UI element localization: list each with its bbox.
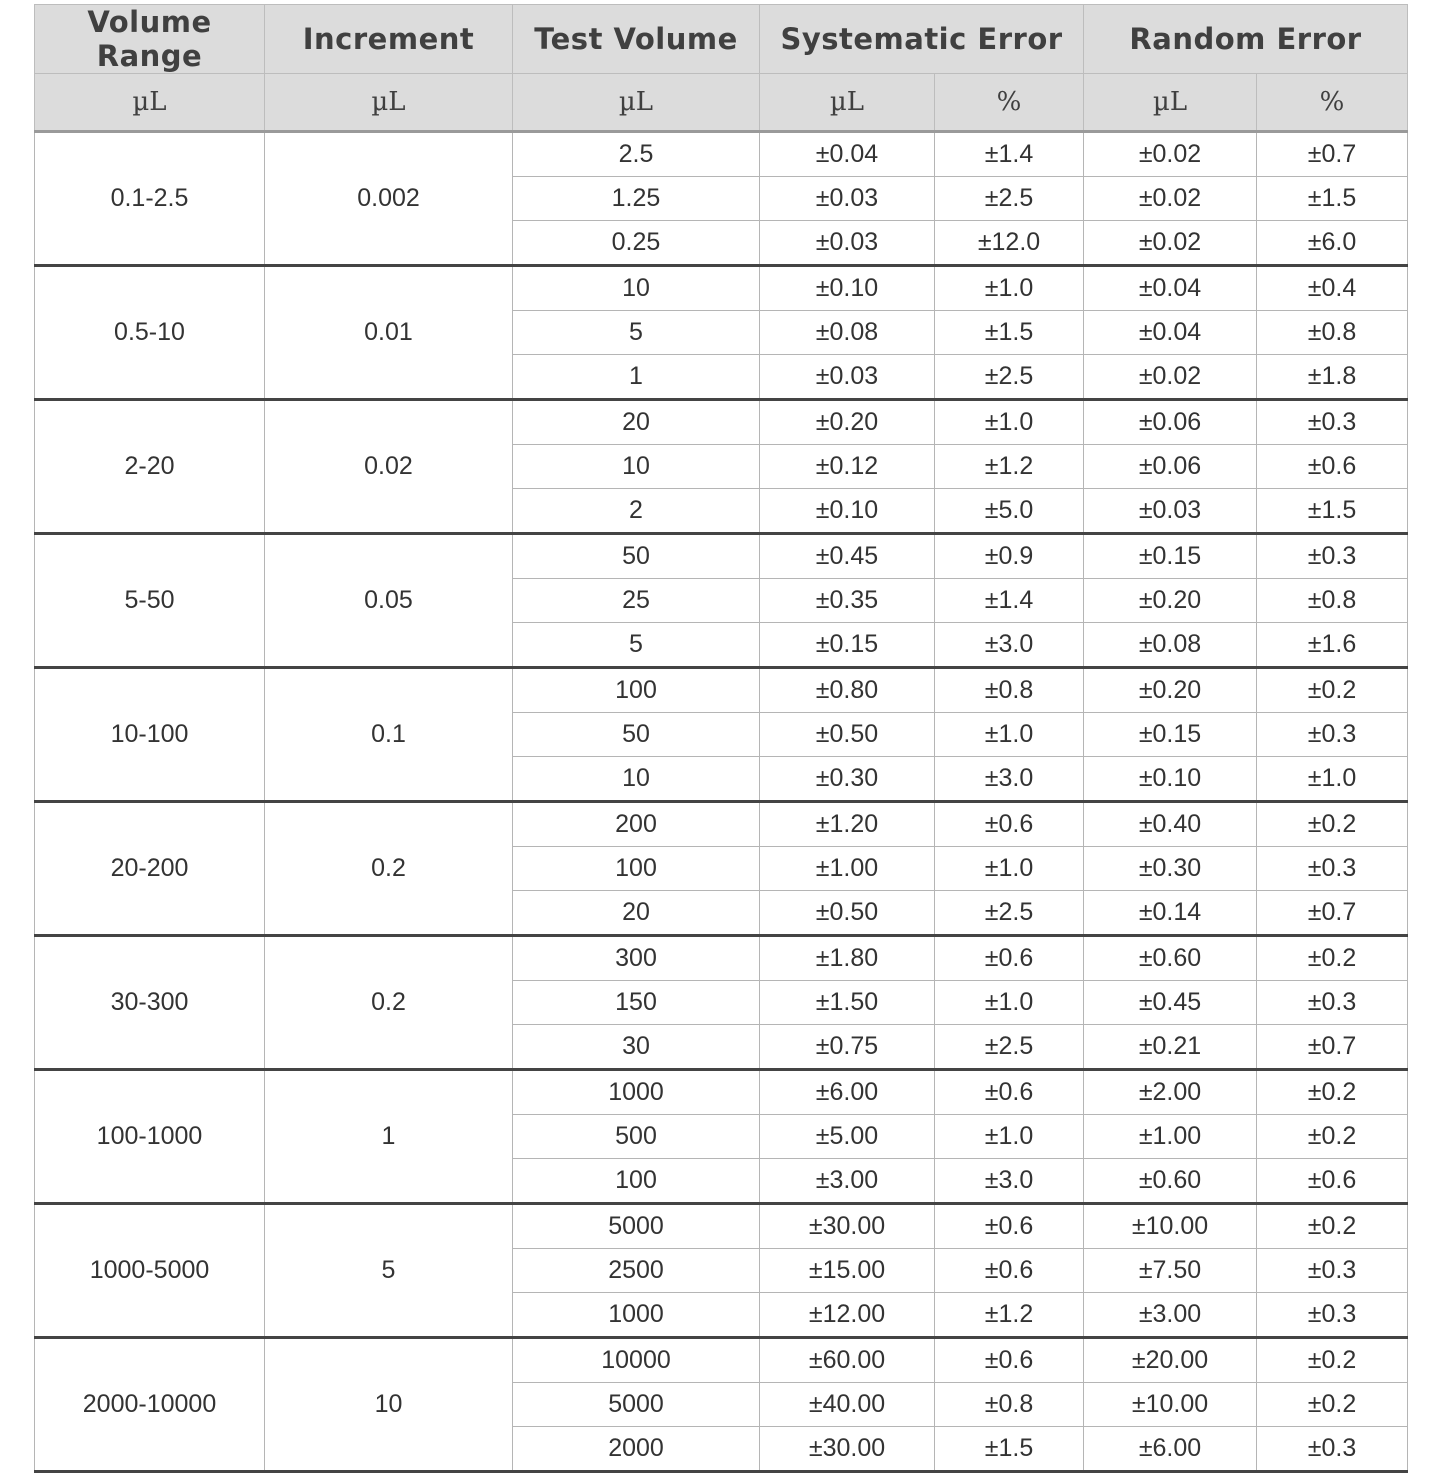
random-error-pct-cell: ±1.8 bbox=[1257, 355, 1408, 400]
random-error-pct-cell: ±0.6 bbox=[1257, 445, 1408, 489]
increment-cell: 10 bbox=[265, 1338, 513, 1472]
random-error-pct-cell: ±1.0 bbox=[1257, 757, 1408, 802]
systematic-error-pct-cell: ±0.6 bbox=[935, 1204, 1084, 1249]
systematic-error-ul-cell: ±0.80 bbox=[760, 668, 935, 713]
random-error-ul-cell: ±3.00 bbox=[1084, 1293, 1257, 1338]
systematic-error-pct-cell: ±1.0 bbox=[935, 981, 1084, 1025]
test-volume-cell: 500 bbox=[513, 1115, 760, 1159]
random-error-pct-cell: ±0.2 bbox=[1257, 1338, 1408, 1383]
test-volume-cell: 100 bbox=[513, 668, 760, 713]
random-error-ul-cell: ±20.00 bbox=[1084, 1338, 1257, 1383]
increment-cell: 0.1 bbox=[265, 668, 513, 802]
header-random-error: Random Error bbox=[1084, 5, 1408, 74]
systematic-error-pct-cell: ±2.5 bbox=[935, 355, 1084, 400]
test-volume-cell: 300 bbox=[513, 936, 760, 981]
systematic-error-pct-cell: ±2.5 bbox=[935, 891, 1084, 936]
systematic-error-ul-cell: ±0.04 bbox=[760, 132, 935, 177]
test-volume-cell: 20 bbox=[513, 400, 760, 445]
systematic-error-pct-cell: ±1.2 bbox=[935, 445, 1084, 489]
systematic-error-ul-cell: ±5.00 bbox=[760, 1115, 935, 1159]
test-volume-cell: 0.25 bbox=[513, 221, 760, 266]
test-volume-cell: 20 bbox=[513, 891, 760, 936]
random-error-pct-cell: ±0.7 bbox=[1257, 1025, 1408, 1070]
random-error-ul-cell: ±0.04 bbox=[1084, 266, 1257, 311]
test-volume-cell: 200 bbox=[513, 802, 760, 847]
volume-range-cell: 30-300 bbox=[35, 936, 265, 1070]
systematic-error-pct-cell: ±0.6 bbox=[935, 1249, 1084, 1293]
random-error-ul-cell: ±0.45 bbox=[1084, 981, 1257, 1025]
random-error-ul-cell: ±0.08 bbox=[1084, 623, 1257, 668]
random-error-pct-cell: ±0.2 bbox=[1257, 668, 1408, 713]
random-error-ul-cell: ±0.60 bbox=[1084, 936, 1257, 981]
volume-range-cell: 2000-10000 bbox=[35, 1338, 265, 1472]
test-volume-cell: 2.5 bbox=[513, 132, 760, 177]
systematic-error-pct-cell: ±0.6 bbox=[935, 1070, 1084, 1115]
systematic-error-pct-cell: ±0.8 bbox=[935, 1383, 1084, 1427]
random-error-pct-cell: ±1.5 bbox=[1257, 177, 1408, 221]
systematic-error-pct-cell: ±1.0 bbox=[935, 713, 1084, 757]
random-error-pct-cell: ±0.3 bbox=[1257, 1293, 1408, 1338]
header-test-volume: Test Volume bbox=[513, 5, 760, 74]
systematic-error-ul-cell: ±0.12 bbox=[760, 445, 935, 489]
increment-cell: 0.2 bbox=[265, 936, 513, 1070]
random-error-ul-cell: ±0.02 bbox=[1084, 177, 1257, 221]
systematic-error-ul-cell: ±0.20 bbox=[760, 400, 935, 445]
systematic-error-ul-cell: ±30.00 bbox=[760, 1204, 935, 1249]
test-volume-cell: 5 bbox=[513, 623, 760, 668]
random-error-pct-cell: ±0.7 bbox=[1257, 132, 1408, 177]
systematic-error-ul-cell: ±1.00 bbox=[760, 847, 935, 891]
systematic-error-pct-cell: ±1.0 bbox=[935, 266, 1084, 311]
systematic-error-ul-cell: ±30.00 bbox=[760, 1427, 935, 1472]
systematic-error-pct-cell: ±1.2 bbox=[935, 1293, 1084, 1338]
random-error-ul-cell: ±0.20 bbox=[1084, 668, 1257, 713]
test-volume-cell: 30 bbox=[513, 1025, 760, 1070]
systematic-error-ul-cell: ±0.15 bbox=[760, 623, 935, 668]
systematic-error-ul-cell: ±60.00 bbox=[760, 1338, 935, 1383]
random-error-pct-cell: ±0.8 bbox=[1257, 579, 1408, 623]
random-error-pct-cell: ±0.3 bbox=[1257, 400, 1408, 445]
test-volume-cell: 1.25 bbox=[513, 177, 760, 221]
test-volume-cell: 1 bbox=[513, 355, 760, 400]
systematic-error-ul-cell: ±0.45 bbox=[760, 534, 935, 579]
systematic-error-pct-cell: ±3.0 bbox=[935, 757, 1084, 802]
random-error-ul-cell: ±0.30 bbox=[1084, 847, 1257, 891]
random-error-ul-cell: ±0.60 bbox=[1084, 1159, 1257, 1204]
random-error-pct-cell: ±0.2 bbox=[1257, 936, 1408, 981]
random-error-pct-cell: ±0.4 bbox=[1257, 266, 1408, 311]
table-row bbox=[35, 936, 1408, 981]
increment-cell: 0.002 bbox=[265, 132, 513, 266]
test-volume-cell: 5 bbox=[513, 311, 760, 355]
systematic-error-ul-cell: ±12.00 bbox=[760, 1293, 935, 1338]
test-volume-cell: 5000 bbox=[513, 1383, 760, 1427]
header-systematic-error: Systematic Error bbox=[760, 5, 1084, 74]
test-volume-cell: 10 bbox=[513, 266, 760, 311]
volume-range-cell: 2-20 bbox=[35, 400, 265, 534]
volume-range-cell: 20-200 bbox=[35, 802, 265, 936]
test-volume-cell: 150 bbox=[513, 981, 760, 1025]
systematic-error-pct-cell: ±1.5 bbox=[935, 1427, 1084, 1472]
systematic-error-pct-cell: ±1.4 bbox=[935, 579, 1084, 623]
systematic-error-ul-cell: ±1.80 bbox=[760, 936, 935, 981]
systematic-error-pct-cell: ±1.4 bbox=[935, 132, 1084, 177]
volume-range-cell: 5-50 bbox=[35, 534, 265, 668]
systematic-error-ul-cell: ±3.00 bbox=[760, 1159, 935, 1204]
volume-range-cell: 0.1-2.5 bbox=[35, 132, 265, 266]
random-error-pct-cell: ±0.2 bbox=[1257, 1115, 1408, 1159]
random-error-ul-cell: ±0.15 bbox=[1084, 713, 1257, 757]
systematic-error-ul-cell: ±40.00 bbox=[760, 1383, 935, 1427]
increment-cell: 5 bbox=[265, 1204, 513, 1338]
test-volume-cell: 1000 bbox=[513, 1070, 760, 1115]
random-error-pct-cell: ±0.3 bbox=[1257, 1427, 1408, 1472]
systematic-error-pct-cell: ±0.6 bbox=[935, 1338, 1084, 1383]
systematic-error-pct-cell: ±5.0 bbox=[935, 489, 1084, 534]
test-volume-cell: 100 bbox=[513, 847, 760, 891]
random-error-pct-cell: ±0.2 bbox=[1257, 1070, 1408, 1115]
test-volume-cell: 2000 bbox=[513, 1427, 760, 1472]
table-row bbox=[35, 266, 1408, 311]
systematic-error-ul-cell: ±0.50 bbox=[760, 713, 935, 757]
systematic-error-ul-cell: ±0.03 bbox=[760, 355, 935, 400]
systematic-error-ul-cell: ±0.50 bbox=[760, 891, 935, 936]
increment-cell: 0.01 bbox=[265, 266, 513, 400]
header-row-units bbox=[35, 74, 1408, 132]
header-row-titles bbox=[35, 5, 1408, 74]
systematic-error-ul-cell: ±0.10 bbox=[760, 489, 935, 534]
systematic-error-pct-cell: ±0.9 bbox=[935, 534, 1084, 579]
systematic-error-ul-cell: ±0.35 bbox=[760, 579, 935, 623]
table-row bbox=[35, 1070, 1408, 1115]
unit-random-pct: % bbox=[1257, 74, 1408, 132]
random-error-ul-cell: ±0.06 bbox=[1084, 445, 1257, 489]
random-error-ul-cell: ±0.02 bbox=[1084, 132, 1257, 177]
systematic-error-pct-cell: ±3.0 bbox=[935, 623, 1084, 668]
random-error-ul-cell: ±0.03 bbox=[1084, 489, 1257, 534]
systematic-error-ul-cell: ±0.03 bbox=[760, 177, 935, 221]
unit-systematic-pct: % bbox=[935, 74, 1084, 132]
table-row bbox=[35, 400, 1408, 445]
systematic-error-pct-cell: ±1.0 bbox=[935, 1115, 1084, 1159]
systematic-error-pct-cell: ±1.5 bbox=[935, 311, 1084, 355]
random-error-pct-cell: ±0.3 bbox=[1257, 713, 1408, 757]
random-error-ul-cell: ±0.40 bbox=[1084, 802, 1257, 847]
systematic-error-ul-cell: ±0.08 bbox=[760, 311, 935, 355]
systematic-error-ul-cell: ±1.50 bbox=[760, 981, 935, 1025]
random-error-ul-cell: ±1.00 bbox=[1084, 1115, 1257, 1159]
random-error-pct-cell: ±0.3 bbox=[1257, 847, 1408, 891]
random-error-ul-cell: ±0.14 bbox=[1084, 891, 1257, 936]
test-volume-cell: 10000 bbox=[513, 1338, 760, 1383]
unit-volume-range: µL bbox=[35, 74, 265, 132]
volume-range-cell: 0.5-10 bbox=[35, 266, 265, 400]
pipette-spec-table bbox=[34, 4, 1408, 1473]
systematic-error-ul-cell: ±6.00 bbox=[760, 1070, 935, 1115]
random-error-ul-cell: ±10.00 bbox=[1084, 1204, 1257, 1249]
random-error-pct-cell: ±0.2 bbox=[1257, 1204, 1408, 1249]
random-error-ul-cell: ±0.21 bbox=[1084, 1025, 1257, 1070]
test-volume-cell: 1000 bbox=[513, 1293, 760, 1338]
systematic-error-pct-cell: ±12.0 bbox=[935, 221, 1084, 266]
random-error-pct-cell: ±0.3 bbox=[1257, 534, 1408, 579]
table-header bbox=[35, 5, 1408, 132]
test-volume-cell: 2500 bbox=[513, 1249, 760, 1293]
random-error-pct-cell: ±1.6 bbox=[1257, 623, 1408, 668]
random-error-ul-cell: ±10.00 bbox=[1084, 1383, 1257, 1427]
header-volume-range: Volume Range bbox=[35, 5, 265, 74]
systematic-error-ul-cell: ±0.75 bbox=[760, 1025, 935, 1070]
systematic-error-pct-cell: ±0.6 bbox=[935, 936, 1084, 981]
table-body bbox=[35, 132, 1408, 1472]
unit-systematic-ul: µL bbox=[760, 74, 935, 132]
random-error-ul-cell: ±7.50 bbox=[1084, 1249, 1257, 1293]
random-error-pct-cell: ±0.6 bbox=[1257, 1159, 1408, 1204]
systematic-error-pct-cell: ±2.5 bbox=[935, 177, 1084, 221]
random-error-pct-cell: ±0.3 bbox=[1257, 1249, 1408, 1293]
increment-cell: 0.02 bbox=[265, 400, 513, 534]
test-volume-cell: 100 bbox=[513, 1159, 760, 1204]
systematic-error-pct-cell: ±2.5 bbox=[935, 1025, 1084, 1070]
table-row bbox=[35, 1204, 1408, 1249]
header-increment: Increment bbox=[265, 5, 513, 74]
unit-increment: µL bbox=[265, 74, 513, 132]
random-error-ul-cell: ±0.20 bbox=[1084, 579, 1257, 623]
random-error-pct-cell: ±0.7 bbox=[1257, 891, 1408, 936]
test-volume-cell: 2 bbox=[513, 489, 760, 534]
increment-cell: 0.2 bbox=[265, 802, 513, 936]
table-row bbox=[35, 534, 1408, 579]
table-row bbox=[35, 132, 1408, 177]
random-error-pct-cell: ±0.3 bbox=[1257, 981, 1408, 1025]
random-error-ul-cell: ±0.02 bbox=[1084, 221, 1257, 266]
random-error-ul-cell: ±0.04 bbox=[1084, 311, 1257, 355]
test-volume-cell: 25 bbox=[513, 579, 760, 623]
table-row bbox=[35, 802, 1408, 847]
random-error-ul-cell: ±0.10 bbox=[1084, 757, 1257, 802]
random-error-pct-cell: ±0.2 bbox=[1257, 802, 1408, 847]
systematic-error-pct-cell: ±0.6 bbox=[935, 802, 1084, 847]
test-volume-cell: 5000 bbox=[513, 1204, 760, 1249]
systematic-error-pct-cell: ±0.8 bbox=[935, 668, 1084, 713]
random-error-ul-cell: ±2.00 bbox=[1084, 1070, 1257, 1115]
random-error-pct-cell: ±0.8 bbox=[1257, 311, 1408, 355]
increment-cell: 0.05 bbox=[265, 534, 513, 668]
systematic-error-ul-cell: ±0.10 bbox=[760, 266, 935, 311]
systematic-error-ul-cell: ±1.20 bbox=[760, 802, 935, 847]
systematic-error-ul-cell: ±0.03 bbox=[760, 221, 935, 266]
random-error-ul-cell: ±0.06 bbox=[1084, 400, 1257, 445]
volume-range-cell: 1000-5000 bbox=[35, 1204, 265, 1338]
systematic-error-pct-cell: ±1.0 bbox=[935, 400, 1084, 445]
test-volume-cell: 10 bbox=[513, 445, 760, 489]
volume-range-cell: 100-1000 bbox=[35, 1070, 265, 1204]
test-volume-cell: 50 bbox=[513, 713, 760, 757]
unit-test-volume: µL bbox=[513, 74, 760, 132]
random-error-pct-cell: ±1.5 bbox=[1257, 489, 1408, 534]
systematic-error-pct-cell: ±1.0 bbox=[935, 847, 1084, 891]
systematic-error-ul-cell: ±15.00 bbox=[760, 1249, 935, 1293]
random-error-ul-cell: ±0.15 bbox=[1084, 534, 1257, 579]
table-row bbox=[35, 1338, 1408, 1383]
random-error-pct-cell: ±6.0 bbox=[1257, 221, 1408, 266]
systematic-error-pct-cell: ±3.0 bbox=[935, 1159, 1084, 1204]
increment-cell: 1 bbox=[265, 1070, 513, 1204]
test-volume-cell: 10 bbox=[513, 757, 760, 802]
volume-range-cell: 10-100 bbox=[35, 668, 265, 802]
unit-random-ul: µL bbox=[1084, 74, 1257, 132]
random-error-ul-cell: ±6.00 bbox=[1084, 1427, 1257, 1472]
test-volume-cell: 50 bbox=[513, 534, 760, 579]
random-error-pct-cell: ±0.2 bbox=[1257, 1383, 1408, 1427]
systematic-error-ul-cell: ±0.30 bbox=[760, 757, 935, 802]
table-row bbox=[35, 668, 1408, 713]
random-error-ul-cell: ±0.02 bbox=[1084, 355, 1257, 400]
